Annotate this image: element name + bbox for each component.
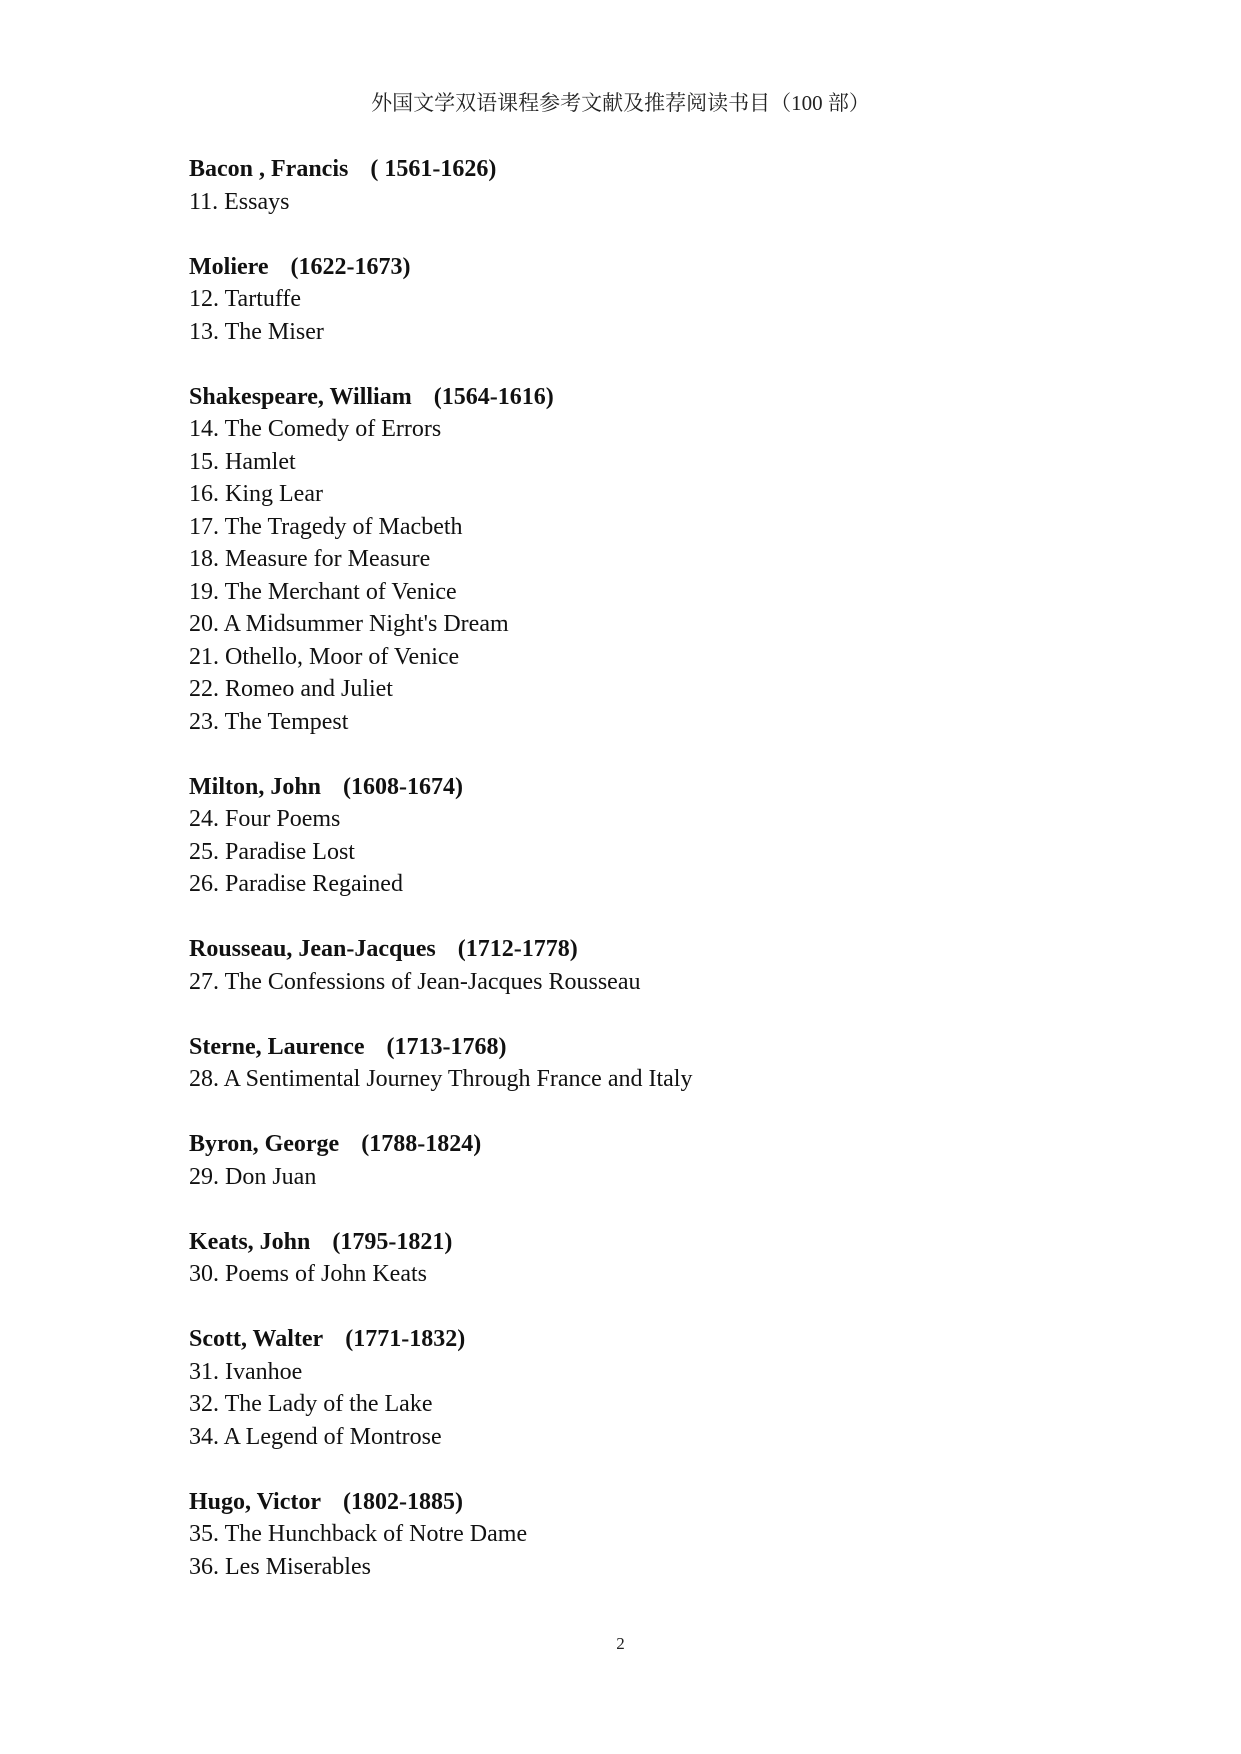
page-header [0, 88, 1241, 118]
author-dates: ( 1561-1626) [370, 156, 497, 182]
page-number: 2 [616, 1634, 625, 1653]
work-item: 27. The Confessions of Jean-Jacques Rousseau [189, 968, 641, 995]
works-list [189, 1356, 1089, 1454]
author-heading [189, 381, 1089, 414]
work-item: 25. Paradise Lost [189, 838, 355, 865]
work-item: 26. Paradise Regained [189, 871, 403, 897]
works-list [189, 1258, 1089, 1291]
work-item: 21. Othello, Moor of Venice [189, 643, 460, 670]
author-section [189, 1486, 1089, 1584]
author-dates: (1712-1778) [457, 936, 578, 962]
author-heading [189, 771, 1089, 804]
author-heading [189, 1226, 1089, 1259]
works-list [189, 186, 1089, 219]
work-item: 13. The Miser [189, 318, 324, 345]
author-name: Byron, George [189, 1131, 340, 1157]
work-item: 35. The Hunchback of Notre Dame [189, 1521, 528, 1547]
work-item: 22. Romeo and Juliet [189, 676, 393, 702]
author-section [189, 153, 1089, 218]
work-item: 31. Ivanhoe [189, 1358, 303, 1385]
works-list [189, 413, 1089, 738]
work-item: 30. Poems of John Keats [189, 1261, 427, 1287]
work-item: 20. A Midsummer Night's Dream [189, 611, 509, 637]
author-section [189, 1031, 1089, 1096]
author-name: Hugo, Victor [189, 1488, 321, 1515]
work-item: 23. The Tempest [189, 708, 349, 735]
author-section [189, 933, 1089, 998]
works-list [189, 1063, 1089, 1096]
author-heading [189, 1486, 1089, 1519]
author-dates: (1771-1832) [345, 1326, 466, 1352]
author-section [189, 1128, 1089, 1193]
work-item: 32. The Lady of the Lake [189, 1391, 433, 1417]
author-name: Shakespeare, William [189, 383, 412, 410]
author-heading [189, 251, 1089, 284]
author-heading [189, 153, 1089, 186]
author-name: Bacon , Francis [189, 156, 349, 182]
author-dates: (1802-1885) [343, 1488, 463, 1515]
works-list [189, 283, 1089, 348]
author-name: Sterne, Laurence [189, 1033, 365, 1060]
document-title: 外国文学双语课程参考文献及推荐阅读书目（100 部） [371, 91, 870, 115]
work-item: 19. The Merchant of Venice [189, 578, 457, 605]
work-item: 16. King Lear [189, 481, 323, 507]
works-list [189, 1518, 1089, 1583]
reading-list [189, 153, 1089, 1616]
author-name: Rousseau, Jean-Jacques [189, 936, 436, 962]
work-item: 15. Hamlet [189, 448, 296, 475]
author-dates: (1564-1616) [433, 383, 554, 410]
works-list [189, 1161, 1089, 1194]
work-item: 18. Measure for Measure [189, 546, 431, 572]
work-item: 11. Essays [189, 188, 290, 215]
author-section [189, 251, 1089, 349]
author-dates: (1795-1821) [332, 1228, 453, 1255]
works-list [189, 966, 1089, 999]
author-name: Moliere [189, 253, 269, 280]
work-item: 24. Four Poems [189, 806, 341, 832]
work-item: 28. A Sentimental Journey Through France and Italy [189, 1066, 693, 1092]
author-dates: (1713-1768) [386, 1033, 507, 1060]
author-name: Keats, John [189, 1228, 311, 1255]
author-dates: (1622-1673) [290, 253, 411, 280]
author-name: Milton, John [189, 773, 322, 800]
page-footer [0, 1632, 1241, 1656]
author-dates: (1608-1674) [343, 773, 464, 800]
author-heading [189, 933, 1089, 966]
work-item: 17. The Tragedy of Macbeth [189, 513, 463, 540]
work-item: 29. Don Juan [189, 1163, 317, 1190]
works-list [189, 803, 1089, 901]
author-dates: (1788-1824) [361, 1131, 482, 1157]
work-item: 14. The Comedy of Errors [189, 416, 442, 442]
author-section [189, 381, 1089, 739]
author-heading [189, 1128, 1089, 1161]
author-section [189, 1226, 1089, 1291]
author-name: Scott, Walter [189, 1326, 324, 1352]
work-item: 36. Les Miserables [189, 1553, 371, 1580]
work-item: 12. Tartuffe [189, 286, 302, 312]
author-heading [189, 1323, 1089, 1356]
author-section [189, 771, 1089, 901]
author-heading [189, 1031, 1089, 1064]
author-section [189, 1323, 1089, 1453]
work-item: 34. A Legend of Montrose [189, 1423, 442, 1450]
